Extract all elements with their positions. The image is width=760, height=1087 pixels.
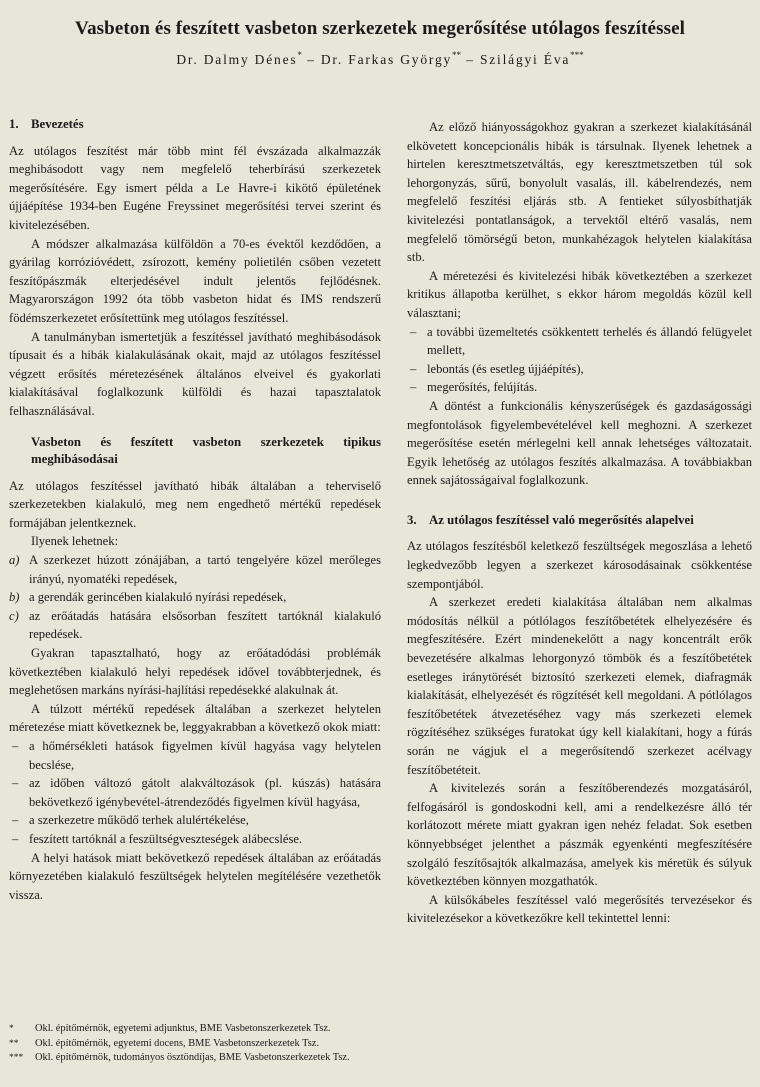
section-heading xyxy=(407,512,752,530)
paragraph: A szerkezet eredeti kialakítása általában nem alkalmas módosítás nélkül a pótlólagos feszítőbetétek elhelyezésére és megfeszítésére. Ezért mindenekelőtt a nagy koncentrált erők bevezetésére alkalmas lehorgonyzó tömbök és a feszítőbetétek esetleges iránytörését biztosító szerkezeti elemek, diafragmák kialakítását, elhelyezését és rögzítését kell megoldani. A pótlólagos feszítőbetétek átvezetéséhez vagy más szerkezeti elemek rögzítéséhez szükséges furatokat úgy kell kialakítani, hogy a fúrás során ne vágjuk el a megerősítendő szerkezet acélvagy feszítőbetéteit. xyxy=(407,595,752,777)
footnote xyxy=(9,1051,350,1066)
list-marker: a) xyxy=(9,553,20,568)
footnote-marker: * xyxy=(297,50,302,60)
section-number: 3. xyxy=(407,512,417,527)
right-column xyxy=(407,118,752,928)
list-item xyxy=(9,774,381,811)
footnote xyxy=(9,1037,350,1052)
paragraph: A döntést a funkcionális kényszerűségek és gazdaságossági megfontolások figyelembevételével kell meghozni. A szerkezet megerősítése esetén mérlegelni kell annak lehetséges változatait. Egyik lehetőség az utólagos feszítés alkalmazása. A továbbiakban ennek sajátosságaival foglalkozunk. xyxy=(407,398,752,488)
damage-type-list xyxy=(9,551,381,644)
author-name: Szilágyi Éva xyxy=(479,52,571,67)
list-marker: – xyxy=(410,380,417,395)
author-separator: – xyxy=(461,52,480,67)
list-item-text: a további üzemeltetés csökkentett terhelés és állandó felügyelet mellett, xyxy=(427,324,752,358)
paragraph: A külsőkábeles feszítéssel való megerősítés tervezésekor és kivitelezésekor a következőkre kell tekintettel lenni: xyxy=(407,892,752,926)
section-title: Az utólagos feszítéssel való megerősítés alapelvei xyxy=(429,512,694,527)
footnotes xyxy=(9,1022,350,1066)
cause-list xyxy=(9,737,381,849)
paragraph: Az utólagos feszítéssel javítható hibák általában a teherviselő szerkezetekben kialakuló, meg nem engedhető mértékű repedések formájában jelentkeznek. xyxy=(9,478,381,530)
list-item-text: a szerkezetre működő terhek alulértékelése, xyxy=(29,813,249,828)
author-separator: – xyxy=(301,52,321,67)
paragraph: A módszer alkalmazása külföldön a 70-es évektől kezdődően, a gyárilag korrózióvédett, zsírozott, kemény polietilén csőben vezetett feszítőpászmák elterjedésével indult jelentős fejlődésnek. Magyarországon 1992 óta több vasbeton hidat és IMS rendszerű födémszerkezetet erősítettünk meg utólagos feszítéssel. xyxy=(9,236,381,325)
footnote-marker: *** xyxy=(9,1053,24,1064)
paragraph: A méretezési és kivitelezési hibák következtében a szerkezet kritikus állapotba kerülhet, s ekkor három megoldás közül kell választani; xyxy=(407,268,752,320)
section-title: Bevezetés xyxy=(31,117,84,131)
section-number: 1. xyxy=(9,117,19,131)
left-column xyxy=(9,116,381,904)
list-item xyxy=(9,607,381,644)
paragraph: A kivitelezés során a feszítőberendezés mozgatásáról, felfogásáról is gondoskodni kell, ami a rendelkezésre álló tér korlátozott mérete miatt gyakran igen nehéz feladat. Sok esetben könnyebbséget jelenthet a pászmák egyenkénti megfeszítésére szolgáló feszítősajtók alkalmazása, amelyek kis méretük és súlyuk következtében könnyen mozgathatók. xyxy=(407,781,752,889)
paragraph: Gyakran tapasztalható, hogy az erőátadódási problémák következtében kialakuló helyi repedések idővel továbbterjednek, és meglehetősen markáns nyírási-hajlítási repedésekké alakulnak át. xyxy=(9,646,381,698)
section-number xyxy=(9,434,31,452)
list-item-text: feszített tartóknál a feszültségveszteségek alábecslése. xyxy=(29,831,303,846)
paragraph: Ilyenek lehetnek: xyxy=(31,534,119,549)
list-item xyxy=(407,323,752,360)
list-marker: – xyxy=(410,361,417,376)
article-title: Vasbeton és feszített vasbeton szerkezetek megerősítése utólagos feszítéssel xyxy=(75,18,685,39)
list-marker: – xyxy=(12,739,19,753)
list-item-text: megerősítés, felújítás. xyxy=(427,380,538,395)
list-marker: b) xyxy=(9,590,20,605)
author-line xyxy=(0,50,760,68)
footnote-text: Okl. építőmérnök, tudományos ösztöndíjas, BME Vasbetonszerkezetek Tsz. xyxy=(35,1052,350,1064)
section-title: Vasbeton és feszített vasbeton szerkezetek tipikus meghibásodásai xyxy=(31,434,381,467)
footnote-marker: ** xyxy=(452,50,462,60)
author-name: Dr. Farkas György xyxy=(320,52,453,67)
list-marker: c) xyxy=(9,608,19,623)
list-item-text: a gerendák gerincében kialakuló nyírási repedések, xyxy=(29,590,287,605)
list-item-text: A szerkezet húzott zónájában, a tartó tengelyére közel merőleges irányú, nyomatéki repedések, xyxy=(29,553,381,586)
list-item xyxy=(407,378,752,397)
paragraph: A tanulmányban ismertetjük a feszítéssel javítható meghibásodások típusait és a hibák kialakulásának okait, majd az utólagos feszítéssel végzett erősítés méretezésének általános elveivel és gyakorlati kialakításával foglalkozunk külföldi és hazai tapasztalatok felhasználásával. xyxy=(9,329,381,418)
section-heading xyxy=(9,434,381,469)
list-marker: – xyxy=(12,776,19,791)
footnote-marker: * xyxy=(9,1024,14,1034)
list-item-text: a hőmérsékleti hatások figyelmen kívül hagyása vagy helytelen becslése, xyxy=(29,739,381,772)
paragraph: A helyi hatások miatt bekövetkező repedések általában az erőátadás környezetében kialakuló feszültségek helytelen megítélésére vezethetők vissza. xyxy=(9,850,381,902)
footnote-text: Okl. építőmérnök, egyetemi adjunktus, BME Vasbetonszerkezetek Tsz. xyxy=(35,1023,331,1034)
list-item xyxy=(9,737,381,774)
footnote-marker: *** xyxy=(570,50,584,60)
list-marker: – xyxy=(12,813,19,828)
list-item xyxy=(407,360,752,379)
list-item xyxy=(9,588,381,607)
list-marker: – xyxy=(12,831,19,846)
paragraph: Az utólagos feszítésből keletkező feszültségek megoszlása a lehető legkedvezőbb legyen a szerkezet károsodásainak csökkentése szempontjából. xyxy=(407,539,752,591)
paragraph: Az utólagos feszítést már több mint fél évszázada alkalmazzák meghibásodott vagy nem megfelelő teherbírású szerkezetek megerősítésére. Egy ismert példa a Le Havre-i kikötő épületének újjáépítése 1934-ben Eugéne Freyssinet megerősítési tervei szerint és kivitelezésében. xyxy=(9,143,381,232)
list-item-text: az időben változó gátolt alakváltozások (pl. kúszás) hatására bekövetkező igénybevétel-átrendeződés figyelmen kívül hagyása, xyxy=(29,776,381,809)
footnote-text: Okl. építőmérnök, egyetemi docens, BME Vasbetonszerkezetek Tsz. xyxy=(35,1037,319,1049)
paragraph: A túlzott mértékű repedések általában a szerkezet helytelen méretezése miatt következnek be, leggyakrabban a következő okok miatt: xyxy=(9,701,381,735)
paragraph: Az előző hiányosságokhoz gyakran a szerkezet kialakításánál elkövetett koncepcionális hibák is társulnak. Ilyenek lehetnek a hirtelen keresztmetszetváltás, egy keresztmetszetben túl sok lehorgonyzás, sűrű, bonyolult vasalás, ill. kábelrendezés, nem megfelelő feszítési eljárás stb. A fentieket súlyosbíthatják kivitelezési pontatlanságok, a tervektől eltérő vasalás, nem megfelelő tömörségű beton, munkahézagok helytelen kialakítása stb. xyxy=(407,120,752,265)
list-item xyxy=(9,551,381,588)
footnote-marker: ** xyxy=(9,1038,19,1049)
list-item-text: lebontás (és esetleg újjáépítés), xyxy=(427,361,584,376)
author-name: Dr. Dalmy Dénes xyxy=(176,52,298,67)
footnote xyxy=(9,1022,350,1037)
list-item xyxy=(9,811,381,830)
list-item-text: az erőátadás hatására elsősorban feszített tartóknál kialakuló repedések. xyxy=(29,608,381,642)
list-item xyxy=(9,830,381,849)
options-list xyxy=(407,323,752,397)
list-marker: – xyxy=(410,324,417,339)
section-heading xyxy=(9,116,381,134)
